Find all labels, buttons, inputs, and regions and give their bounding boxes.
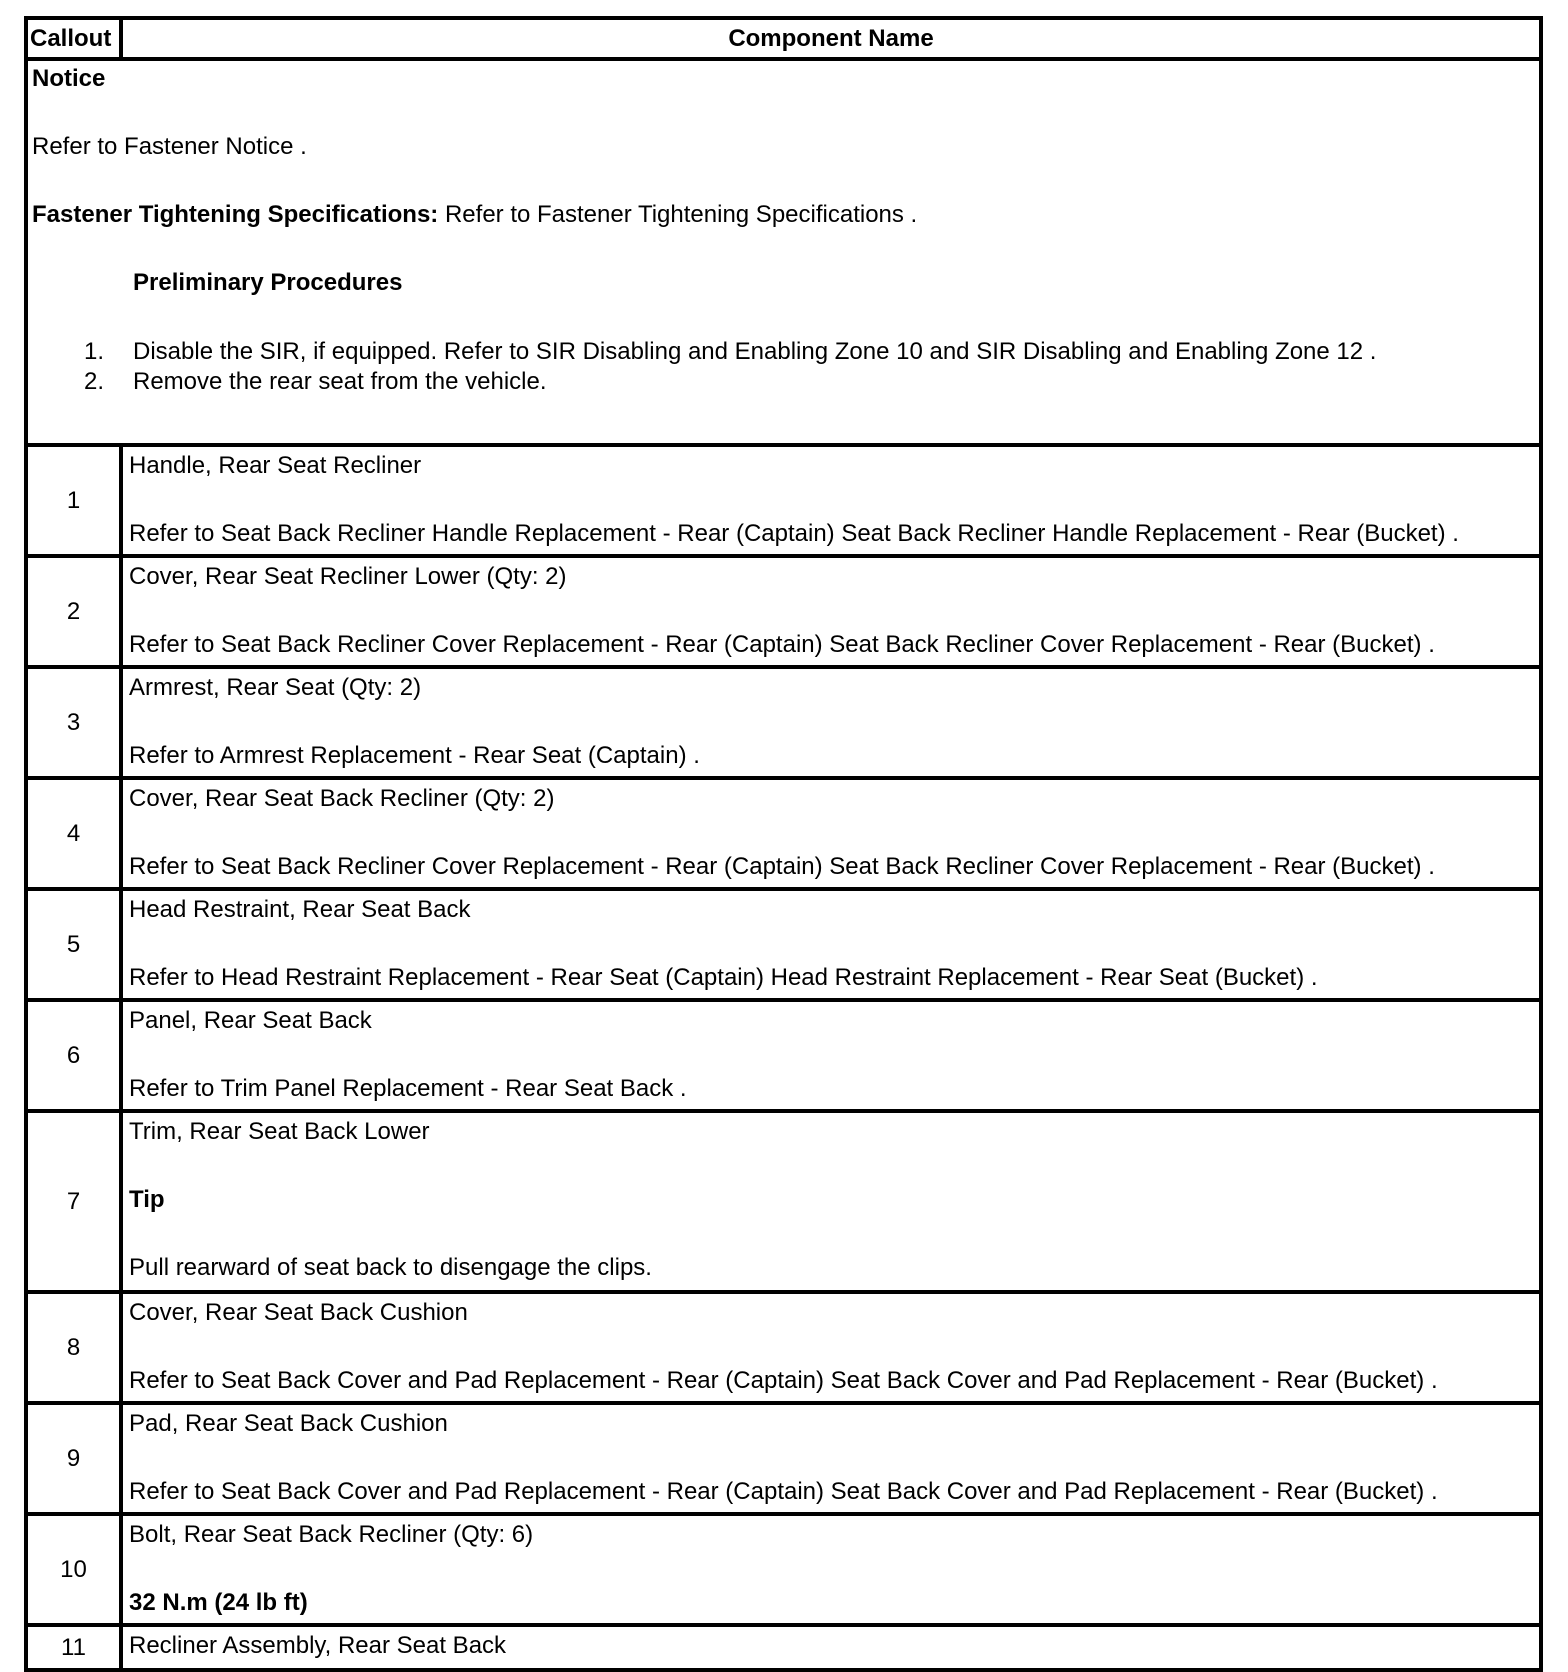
- component-detail: Refer to Trim Panel Replacement - Rear Seat Back .: [129, 1075, 687, 1102]
- component-cell: [121, 667, 1541, 778]
- callout-cell: 1: [26, 445, 121, 556]
- table-row: [26, 1000, 1541, 1111]
- callout-cell: 8: [26, 1292, 121, 1403]
- tip-title: Tip: [129, 1186, 165, 1213]
- component-name: Armrest, Rear Seat (Qty: 2): [129, 674, 422, 701]
- component-cell: [121, 778, 1541, 889]
- component-name: Cover, Rear Seat Recliner Lower (Qty: 2): [129, 563, 567, 590]
- table-header-row: [26, 18, 1541, 59]
- component-name: Head Restraint, Rear Seat Back: [129, 896, 471, 923]
- spec-label: Fastener Tightening Specifications:: [32, 201, 439, 228]
- callout-cell: 3: [26, 667, 121, 778]
- component-detail: Refer to Seat Back Recliner Handle Replacement - Rear (Captain) Seat Back Recliner Handle Replacement - Rear (Bucket) .: [129, 520, 1459, 547]
- component-cell: [121, 1111, 1541, 1292]
- table-row: [26, 778, 1541, 889]
- notice-title: Notice: [32, 65, 106, 92]
- component-name: Cover, Rear Seat Back Cushion: [129, 1299, 468, 1326]
- header-callout: Callout: [26, 18, 121, 59]
- component-cell: [121, 889, 1541, 1000]
- component-name: Panel, Rear Seat Back: [129, 1007, 372, 1034]
- component-detail: Refer to Seat Back Cover and Pad Replacement - Rear (Captain) Seat Back Cover and Pad Replacement - Rear (Bucket) .: [129, 1367, 1438, 1394]
- notice-cell: [26, 59, 1541, 445]
- component-detail: Refer to Seat Back Cover and Pad Replacement - Rear (Captain) Seat Back Cover and Pad Replacement - Rear (Bucket) .: [129, 1478, 1438, 1505]
- preliminary-title: Preliminary Procedures: [133, 269, 403, 296]
- component-name: Recliner Assembly, Rear Seat Back: [129, 1632, 507, 1659]
- component-table: [24, 16, 1543, 1672]
- callout-cell: 9: [26, 1403, 121, 1514]
- callout-cell: 4: [26, 778, 121, 889]
- callout-cell: 2: [26, 556, 121, 667]
- notice-refer: Refer to Fastener Notice .: [32, 133, 307, 160]
- callout-cell: 7: [26, 1111, 121, 1292]
- component-name: Bolt, Rear Seat Back Recliner (Qty: 6): [129, 1521, 534, 1548]
- component-name: Cover, Rear Seat Back Recliner (Qty: 2): [129, 785, 555, 812]
- component-detail: Refer to Seat Back Recliner Cover Replacement - Rear (Captain) Seat Back Recliner Cover Replacement - Rear (Bucket) .: [129, 631, 1435, 658]
- tip-text: Pull rearward of seat back to disengage the clips.: [129, 1254, 652, 1281]
- component-detail: Refer to Armrest Replacement - Rear Seat (Captain) .: [129, 742, 700, 769]
- torque-spec: 32 N.m (24 lb ft): [129, 1589, 308, 1616]
- table-row: [26, 556, 1541, 667]
- header-component-name: Component Name: [121, 18, 1541, 59]
- step-number: 2.: [83, 368, 104, 395]
- component-name: Trim, Rear Seat Back Lower: [129, 1118, 430, 1145]
- callout-cell: 11: [26, 1625, 121, 1670]
- component-cell: [121, 1514, 1541, 1625]
- step-text: Remove the rear seat from the vehicle.: [133, 368, 547, 395]
- component-cell: [121, 445, 1541, 556]
- step-number: 1.: [83, 338, 104, 365]
- table-row: [26, 1625, 1541, 1670]
- table-row: [26, 667, 1541, 778]
- component-name: Handle, Rear Seat Recliner: [129, 452, 422, 479]
- spec-line: [32, 201, 1535, 229]
- procedure-steps: [32, 337, 1535, 397]
- callout-cell: 10: [26, 1514, 121, 1625]
- table-row: [26, 1403, 1541, 1514]
- component-cell: [121, 1292, 1541, 1403]
- procedure-step: [32, 367, 1535, 397]
- table-row: [26, 1514, 1541, 1625]
- component-name: Pad, Rear Seat Back Cushion: [129, 1410, 448, 1437]
- table-row: [26, 1292, 1541, 1403]
- component-cell: [121, 556, 1541, 667]
- component-cell: [121, 1000, 1541, 1111]
- callout-cell: 6: [26, 1000, 121, 1111]
- procedure-step: [32, 337, 1535, 367]
- component-detail: Refer to Head Restraint Replacement - Rear Seat (Captain) Head Restraint Replacement - Rear Seat (Bucket) .: [129, 964, 1318, 991]
- component-cell: [121, 1625, 1541, 1670]
- table-row: [26, 889, 1541, 1000]
- table-row: [26, 445, 1541, 556]
- table-row: [26, 1111, 1541, 1292]
- step-text: Disable the SIR, if equipped. Refer to SIR Disabling and Enabling Zone 10 and SIR Disabling and Enabling Zone 12 .: [133, 338, 1377, 365]
- component-detail: Refer to Seat Back Recliner Cover Replacement - Rear (Captain) Seat Back Recliner Cover Replacement - Rear (Bucket) .: [129, 853, 1435, 880]
- callout-cell: 5: [26, 889, 121, 1000]
- spec-text: Refer to Fastener Tightening Specifications .: [438, 201, 918, 228]
- component-cell: [121, 1403, 1541, 1514]
- notice-row: [26, 59, 1541, 445]
